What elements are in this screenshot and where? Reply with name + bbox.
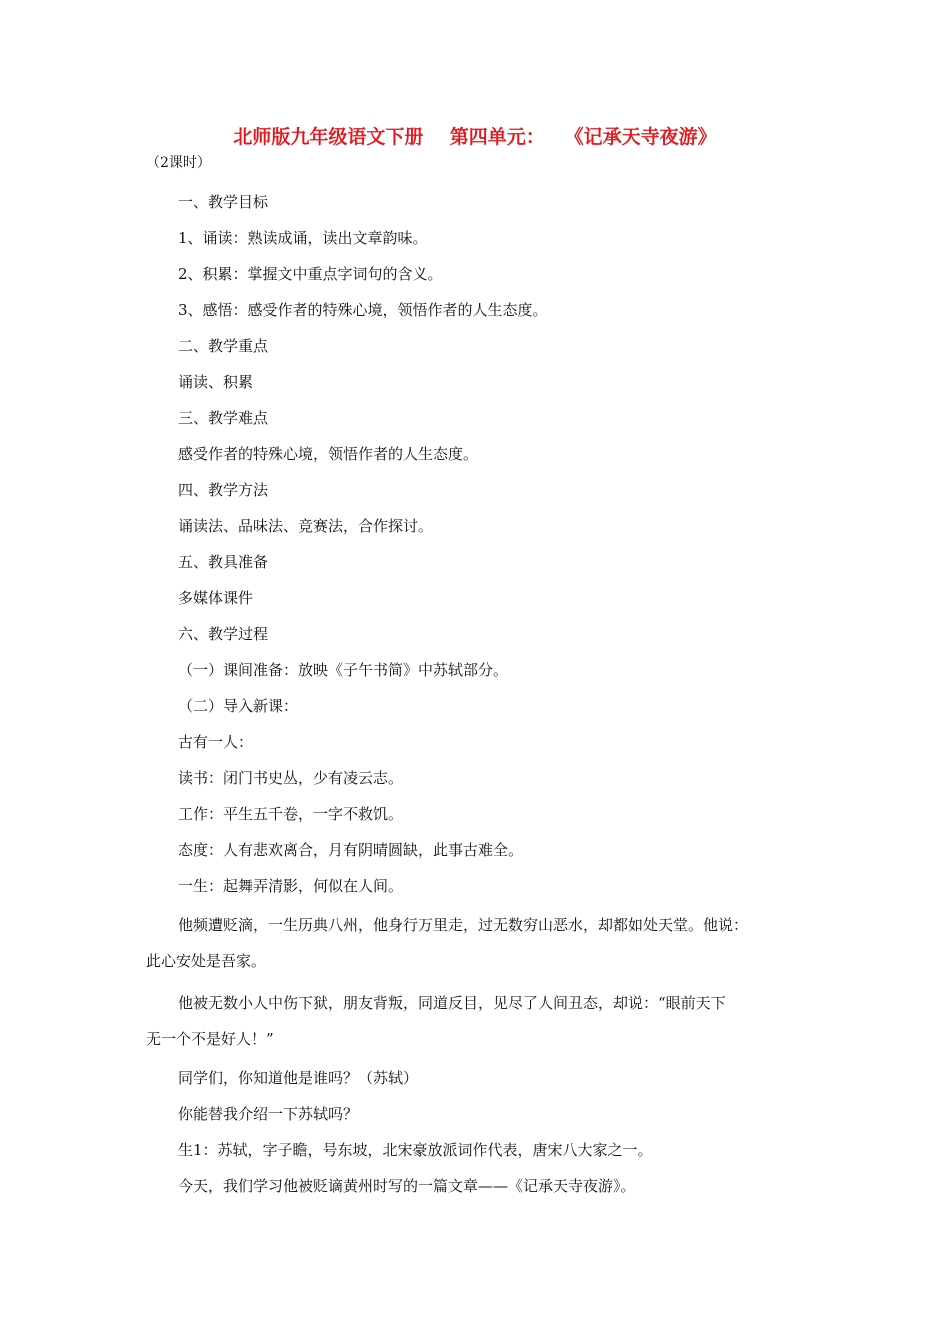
paragraph-line: 今天，我们学习他被贬谪黄州时写的一篇文章——《记承天寺夜游》。 (178, 1177, 636, 1195)
paragraph-line: 此心安处是吾家。 (146, 952, 267, 970)
section-heading: 三、教学难点 (178, 409, 269, 427)
paragraph-line: 感受作者的特殊心境，领悟作者的人生态度。 (178, 445, 479, 463)
paragraph-line: 诵读法、品味法、竞赛法，合作探讨。 (178, 517, 434, 535)
section-heading: 一、教学目标 (178, 193, 269, 211)
paragraph-line: （一）课间准备：放映《子午书简》中苏轼部分。 (178, 661, 509, 679)
paragraph-line: 1、诵读：熟读成诵，读出文章韵味。 (178, 229, 428, 247)
paragraph-line: 多媒体课件 (178, 589, 254, 607)
paragraph-line: 生1：苏轼，字子瞻，号东坡，北宋豪放派词作代表，唐宋八大家之一。 (178, 1141, 653, 1159)
paragraph-line: 工作：平生五千卷，一字不救饥。 (178, 805, 404, 823)
paragraph-line: 古有一人： (178, 733, 254, 751)
paragraph-line: 态度：人有悲欢离合，月有阴晴圆缺，此事古难全。 (178, 841, 524, 859)
paragraph-line: 你能替我介绍一下苏轼吗？ (178, 1105, 359, 1123)
paragraph-line: （二）导入新课： (178, 697, 299, 715)
paragraph-line: 3、感悟：感受作者的特殊心境，领悟作者的人生态度。 (178, 301, 548, 319)
paragraph-line: 同学们，你知道他是谁吗？（苏轼） (178, 1069, 419, 1087)
section-heading: 六、教学过程 (178, 625, 269, 643)
paragraph-line: 读书：闭门书史丛，少有凌云志。 (178, 769, 404, 787)
document-subtitle: （2课时） (146, 155, 211, 171)
section-heading: 二、教学重点 (178, 337, 269, 355)
paragraph-line: 他被无数小人中伤下狱，朋友背叛，同道反目，见尽了人间丑态，却说：“眼前天下 (178, 994, 726, 1012)
paragraph-line: 2、积累：掌握文中重点字词句的含义。 (178, 265, 443, 283)
paragraph-line: 诵读、积累 (178, 373, 254, 391)
paragraph-line: 他频遭贬滴，一生历典八州，他身行万里走，过无数穷山恶水，却都如处天堂。他说： (178, 916, 749, 934)
document-title: 北师版九年级语文下册 第四单元： 《记承天寺夜游》 (233, 126, 717, 148)
paragraph-line: 无一个不是好人！” (146, 1030, 274, 1048)
section-heading: 五、教具准备 (178, 553, 269, 571)
document-body (0, 184, 950, 1204)
section-heading: 四、教学方法 (178, 481, 269, 499)
paragraph-line: 一生：起舞弄清影，何似在人间。 (178, 877, 404, 895)
